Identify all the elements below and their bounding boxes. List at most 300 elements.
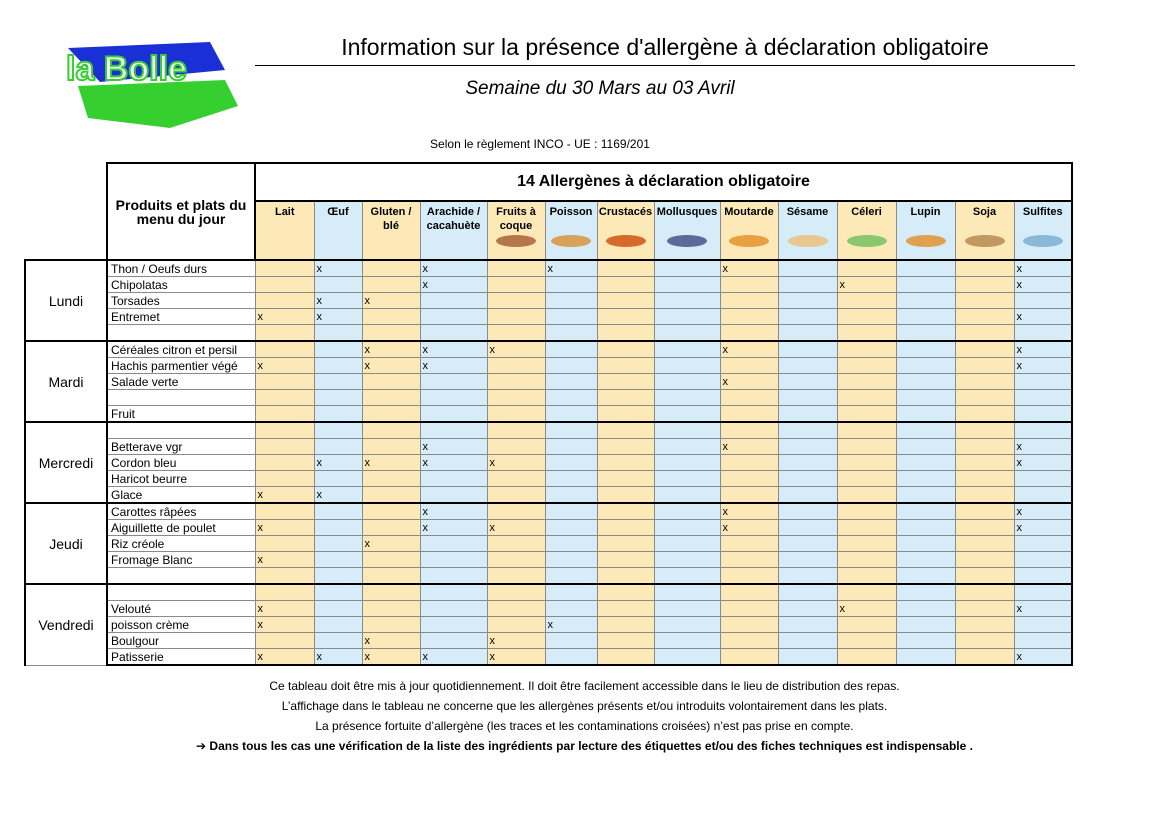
allergen-header — [255, 201, 314, 260]
allergen-cell — [955, 341, 1014, 358]
allergen-cell — [314, 552, 362, 568]
table-row — [25, 422, 1072, 439]
allergen-cell: x — [362, 455, 420, 471]
allergen-cell — [362, 390, 420, 406]
allergen-cell — [955, 584, 1014, 601]
allergen-cell — [778, 455, 837, 471]
allergen-cell: x — [1014, 601, 1072, 617]
allergen-cell — [955, 536, 1014, 552]
allergen-cell — [362, 568, 420, 585]
allergen-cell — [420, 584, 487, 601]
allergen-label: Crustacés — [598, 206, 653, 218]
allergen-cell — [1014, 487, 1072, 504]
allergen-cell — [778, 374, 837, 390]
allergen-cell — [420, 568, 487, 585]
allergen-cell — [837, 536, 896, 552]
allergen-cell: x — [255, 487, 314, 504]
allergen-cell: x — [362, 341, 420, 358]
day-label: Mercredi — [25, 422, 107, 503]
allergen-cell — [362, 374, 420, 390]
allergen-cell — [955, 277, 1014, 293]
allergen-cell — [896, 325, 955, 342]
allergen-cell — [314, 601, 362, 617]
allergen-cell — [955, 471, 1014, 487]
allergen-cell — [1014, 536, 1072, 552]
allergen-cell — [654, 471, 720, 487]
allergen-cell — [955, 406, 1014, 423]
allergen-cell — [597, 503, 654, 520]
allergen-cell: x — [420, 439, 487, 455]
table-row — [25, 633, 1072, 649]
allergen-label: Œuf — [327, 206, 349, 218]
allergen-cell — [487, 503, 545, 520]
allergen-cell — [545, 487, 597, 504]
allergen-cell — [896, 309, 955, 325]
allergen-cell — [837, 487, 896, 504]
allergen-cell — [255, 374, 314, 390]
allergen-cell: x — [362, 358, 420, 374]
day-label: Lundi — [25, 260, 107, 341]
product-cell: Haricot beurre — [107, 471, 255, 487]
allergen-cell — [720, 422, 778, 439]
allergen-cell — [778, 293, 837, 309]
allergen-header — [896, 201, 955, 260]
allergen-cell — [545, 406, 597, 423]
allergen-cell — [545, 568, 597, 585]
allergen-cell — [1014, 293, 1072, 309]
allergen-cell — [597, 358, 654, 374]
allergen-cell — [955, 390, 1014, 406]
allergen-cell: x — [314, 260, 362, 277]
allergen-cell: x — [1014, 358, 1072, 374]
allergen-cell — [314, 584, 362, 601]
allergen-cell — [955, 617, 1014, 633]
allergen-cell — [1014, 390, 1072, 406]
allergen-cell — [597, 584, 654, 601]
allergen-cell — [545, 471, 597, 487]
allergen-label: Céleri — [851, 206, 882, 218]
allergen-cell: x — [420, 358, 487, 374]
table-row — [25, 390, 1072, 406]
allergen-cell: x — [255, 601, 314, 617]
allergen-cell — [896, 601, 955, 617]
product-cell — [107, 325, 255, 342]
allergen-cell — [314, 374, 362, 390]
allergen-cell — [545, 584, 597, 601]
allergen-cell — [896, 520, 955, 536]
allergen-cell — [545, 390, 597, 406]
allergen-cell — [362, 471, 420, 487]
allergen-cell — [597, 601, 654, 617]
allergen-cell — [720, 633, 778, 649]
table-row — [25, 601, 1072, 617]
product-cell: Carottes râpées — [107, 503, 255, 520]
allergen-cell — [597, 309, 654, 325]
allergen-cell — [955, 260, 1014, 277]
allergen-cell: x — [420, 455, 487, 471]
allergen-cell — [597, 341, 654, 358]
product-cell: Aiguillette de poulet — [107, 520, 255, 536]
note-update: Ce tableau doit être mis à jour quotidiennement. Il doit être facilement accessible dans le lieu de distribution des repas. — [269, 679, 900, 693]
allergen-cell — [420, 471, 487, 487]
allergen-cell — [896, 503, 955, 520]
allergen-cell — [420, 309, 487, 325]
allergen-cell — [487, 390, 545, 406]
allergen-cell — [837, 325, 896, 342]
note-verification: ➔ Dans tous les cas une vérification de la liste des ingrédients par lecture des étiquettes et/ou des fiches techniques est indispensable . — [196, 739, 973, 753]
allergen-cell — [896, 358, 955, 374]
allergen-cell: x — [1014, 649, 1072, 666]
allergen-cell — [778, 260, 837, 277]
allergen-cell — [955, 325, 1014, 342]
allergen-cell — [255, 633, 314, 649]
allergen-cell: x — [255, 617, 314, 633]
allergen-cell — [597, 649, 654, 666]
allergen-cell: x — [1014, 260, 1072, 277]
allergen-cell — [1014, 374, 1072, 390]
allergen-cell — [597, 422, 654, 439]
allergen-cell — [487, 568, 545, 585]
allergen-cell — [362, 277, 420, 293]
allergen-cell — [720, 309, 778, 325]
allergen-cell — [837, 260, 896, 277]
allergen-cell — [720, 325, 778, 342]
allergen-cell: x — [420, 341, 487, 358]
allergen-cell — [597, 520, 654, 536]
allergen-cell — [420, 552, 487, 568]
food-image-icon — [496, 235, 536, 247]
product-cell — [107, 568, 255, 585]
allergen-cell — [545, 520, 597, 536]
allergen-cell — [545, 503, 597, 520]
allergen-cell — [420, 487, 487, 504]
allergens-header: 14 Allergènes à déclaration obligatoire — [255, 163, 1072, 201]
allergen-cell — [955, 439, 1014, 455]
allergen-cell — [255, 503, 314, 520]
allergen-cell — [778, 503, 837, 520]
allergen-cell — [1014, 325, 1072, 342]
products-header: Produits et plats du menu du jour — [107, 163, 255, 260]
allergen-cell: x — [255, 309, 314, 325]
allergen-cell — [837, 552, 896, 568]
product-cell: Fruit — [107, 406, 255, 423]
allergen-cell — [597, 260, 654, 277]
allergen-cell — [597, 439, 654, 455]
allergen-label: Poisson — [549, 206, 593, 218]
allergen-cell — [896, 439, 955, 455]
allergen-cell — [314, 520, 362, 536]
allergen-cell — [720, 552, 778, 568]
allergen-cell — [314, 617, 362, 633]
allergen-cell — [314, 633, 362, 649]
allergen-cell: x — [487, 455, 545, 471]
allergen-label: Lait — [274, 206, 295, 218]
food-image-icon — [1023, 235, 1063, 247]
allergen-cell — [720, 293, 778, 309]
allergen-cell — [545, 358, 597, 374]
allergen-cell — [778, 633, 837, 649]
allergen-cell: x — [420, 503, 487, 520]
allergen-cell: x — [1014, 309, 1072, 325]
allergen-cell — [255, 439, 314, 455]
allergen-cell — [597, 487, 654, 504]
allergen-cell — [487, 439, 545, 455]
allergen-cell — [955, 649, 1014, 666]
allergen-cell — [597, 617, 654, 633]
table-row — [25, 568, 1072, 585]
allergen-cell — [255, 455, 314, 471]
allergen-cell — [778, 406, 837, 423]
allergen-cell — [896, 406, 955, 423]
allergen-cell — [720, 536, 778, 552]
allergen-cell — [487, 325, 545, 342]
allergen-cell — [720, 455, 778, 471]
product-cell: Chipolatas — [107, 277, 255, 293]
allergen-cell — [545, 439, 597, 455]
allergen-cell — [837, 374, 896, 390]
allergen-cell — [597, 374, 654, 390]
allergen-cell — [837, 455, 896, 471]
allergen-cell — [778, 617, 837, 633]
allergen-cell — [545, 536, 597, 552]
product-cell — [107, 390, 255, 406]
allergen-header — [837, 201, 896, 260]
allergen-cell — [255, 536, 314, 552]
logo — [60, 40, 240, 130]
allergen-cell — [654, 260, 720, 277]
product-cell: Hachis parmentier végé — [107, 358, 255, 374]
allergen-header — [362, 201, 420, 260]
allergen-cell — [896, 455, 955, 471]
allergen-cell: x — [487, 649, 545, 666]
allergen-cell: x — [314, 309, 362, 325]
allergen-label: Lupin — [910, 206, 941, 218]
allergen-cell: x — [362, 293, 420, 309]
allergen-cell — [654, 309, 720, 325]
allergen-cell: x — [420, 277, 487, 293]
allergen-cell — [778, 601, 837, 617]
allergen-cell — [314, 406, 362, 423]
allergen-header — [487, 201, 545, 260]
product-cell: Cordon bleu — [107, 455, 255, 471]
allergen-cell — [896, 260, 955, 277]
allergen-cell: x — [487, 520, 545, 536]
allergen-cell — [487, 406, 545, 423]
allergen-cell: x — [720, 520, 778, 536]
allergen-cell: x — [487, 341, 545, 358]
allergen-cell — [654, 277, 720, 293]
allergen-cell — [362, 503, 420, 520]
allergen-cell — [362, 309, 420, 325]
table-row — [25, 374, 1072, 390]
allergen-cell — [778, 325, 837, 342]
allergen-cell: x — [487, 633, 545, 649]
allergen-cell — [720, 487, 778, 504]
allergen-cell — [314, 277, 362, 293]
allergen-cell — [837, 358, 896, 374]
allergen-header — [1014, 201, 1072, 260]
allergen-cell — [420, 293, 487, 309]
allergen-cell — [837, 633, 896, 649]
allergen-cell — [255, 293, 314, 309]
allergen-cell — [314, 568, 362, 585]
allergen-cell — [1014, 422, 1072, 439]
allergen-cell — [896, 487, 955, 504]
allergen-cell — [654, 439, 720, 455]
table-row — [25, 584, 1072, 601]
allergen-cell — [597, 293, 654, 309]
allergen-cell — [720, 584, 778, 601]
product-cell: Thon / Oeufs durs — [107, 260, 255, 277]
allergen-cell — [778, 584, 837, 601]
product-cell: Salade verte — [107, 374, 255, 390]
food-image-icon — [667, 235, 707, 247]
allergen-cell — [597, 390, 654, 406]
allergen-cell: x — [1014, 503, 1072, 520]
allergen-cell — [955, 601, 1014, 617]
allergen-cell — [896, 390, 955, 406]
allergen-cell: x — [720, 341, 778, 358]
allergen-cell — [720, 568, 778, 585]
allergen-cell — [720, 649, 778, 666]
allergen-cell — [487, 309, 545, 325]
allergen-header — [720, 201, 778, 260]
allergen-cell — [597, 455, 654, 471]
product-cell — [107, 584, 255, 601]
allergen-cell: x — [545, 260, 597, 277]
allergen-cell — [487, 584, 545, 601]
allergen-cell — [314, 325, 362, 342]
allergen-cell — [545, 422, 597, 439]
allergen-cell — [654, 325, 720, 342]
allergen-cell — [597, 633, 654, 649]
allergen-cell — [487, 601, 545, 617]
food-image-icon — [906, 235, 946, 247]
allergen-cell — [896, 374, 955, 390]
food-image-icon — [965, 235, 1005, 247]
allergen-cell — [420, 617, 487, 633]
allergen-cell — [955, 552, 1014, 568]
product-cell: Velouté — [107, 601, 255, 617]
allergen-cell — [955, 568, 1014, 585]
food-image-icon — [847, 235, 887, 247]
allergen-cell — [487, 293, 545, 309]
allergen-cell — [955, 374, 1014, 390]
allergen-cell — [837, 568, 896, 585]
food-image-icon — [606, 235, 646, 247]
allergen-cell: x — [1014, 439, 1072, 455]
allergen-cell — [896, 471, 955, 487]
product-cell: Céréales citron et persil — [107, 341, 255, 358]
table-row — [25, 503, 1072, 520]
table-row — [25, 617, 1072, 633]
allergen-cell — [896, 277, 955, 293]
table-row — [25, 358, 1072, 374]
allergen-cell — [255, 341, 314, 358]
allergen-cell — [420, 633, 487, 649]
allergen-cell — [597, 568, 654, 585]
allergen-cell: x — [1014, 341, 1072, 358]
allergen-cell — [654, 536, 720, 552]
allergen-header — [597, 201, 654, 260]
allergen-cell — [778, 277, 837, 293]
allergen-cell — [487, 422, 545, 439]
allergen-cell — [654, 520, 720, 536]
page-title: Information sur la présence d'allergène à déclaration obligatoire — [255, 34, 1075, 66]
allergen-cell — [654, 503, 720, 520]
allergen-cell: x — [420, 649, 487, 666]
allergen-cell — [837, 390, 896, 406]
allergen-cell — [545, 601, 597, 617]
allergen-cell — [720, 601, 778, 617]
allergen-label: Mollusques — [656, 206, 718, 218]
allergen-cell — [255, 406, 314, 423]
allergen-cell — [487, 260, 545, 277]
allergen-cell — [362, 406, 420, 423]
allergen-cell — [896, 293, 955, 309]
notes — [0, 676, 1169, 756]
allergen-cell — [720, 358, 778, 374]
allergen-cell: x — [1014, 277, 1072, 293]
allergen-cell — [314, 341, 362, 358]
allergen-cell: x — [837, 277, 896, 293]
allergen-cell — [362, 487, 420, 504]
allergen-header — [314, 201, 362, 260]
allergen-cell: x — [720, 260, 778, 277]
product-cell: Boulgour — [107, 633, 255, 649]
allergen-cell — [255, 325, 314, 342]
allergen-cell — [778, 568, 837, 585]
allergen-cell — [837, 341, 896, 358]
allergen-cell — [654, 293, 720, 309]
allergen-cell — [1014, 406, 1072, 423]
allergen-cell — [1014, 584, 1072, 601]
product-cell: Torsades — [107, 293, 255, 309]
allergen-cell — [255, 390, 314, 406]
allergen-cell — [420, 325, 487, 342]
allergen-label: Gluten / blé — [370, 206, 412, 232]
allergen-cell: x — [314, 455, 362, 471]
allergen-cell — [487, 536, 545, 552]
allergen-cell — [1014, 552, 1072, 568]
allergen-cell — [778, 341, 837, 358]
allergen-cell — [720, 471, 778, 487]
table-row — [25, 341, 1072, 358]
allergen-cell — [837, 584, 896, 601]
allergen-cell — [597, 277, 654, 293]
allergen-cell — [362, 584, 420, 601]
allergen-cell — [420, 422, 487, 439]
table-row — [25, 309, 1072, 325]
allergen-cell — [487, 358, 545, 374]
allergen-cell — [545, 374, 597, 390]
allergen-cell — [545, 552, 597, 568]
allergen-cell — [896, 617, 955, 633]
allergen-cell — [545, 309, 597, 325]
allergen-cell — [420, 601, 487, 617]
allergen-cell — [896, 536, 955, 552]
table-row — [25, 277, 1072, 293]
allergen-cell — [778, 390, 837, 406]
allergen-label: Moutarde — [724, 206, 774, 218]
allergen-cell — [837, 471, 896, 487]
allergen-cell — [837, 503, 896, 520]
food-image-icon — [788, 235, 828, 247]
allergen-label: Soja — [972, 206, 997, 218]
allergen-cell — [314, 471, 362, 487]
allergen-cell — [778, 487, 837, 504]
allergen-cell — [314, 422, 362, 439]
